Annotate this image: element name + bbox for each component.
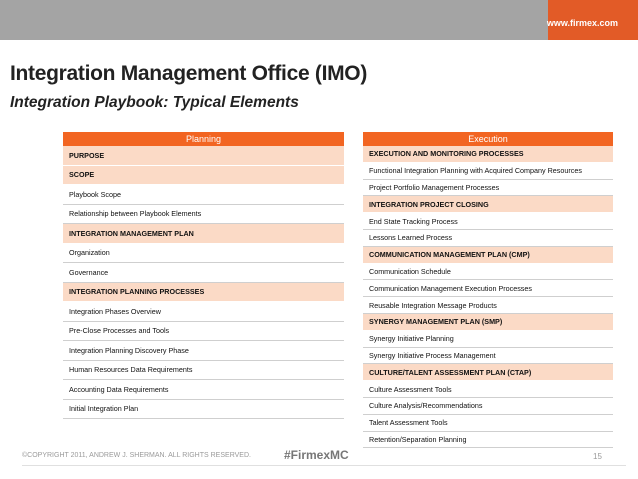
- page-number: 15: [593, 452, 602, 461]
- header-url[interactable]: www.firmex.com: [546, 18, 618, 28]
- execution-row: Project Portfolio Management Processes: [363, 180, 613, 197]
- execution-row: Culture Assessment Tools: [363, 381, 613, 398]
- header-banner: [0, 0, 638, 40]
- planning-row: Accounting Data Requirements: [63, 380, 344, 400]
- execution-row: Synergy Initiative Planning: [363, 331, 613, 348]
- page-subtitle: Integration Playbook: Typical Elements: [10, 94, 299, 111]
- planning-row: Pre-Close Processes and Tools: [63, 322, 344, 342]
- execution-section-header: SYNERGY MANAGEMENT PLAN (SMP): [363, 314, 613, 331]
- planning-row: Initial Integration Plan: [63, 400, 344, 420]
- execution-row: Communication Management Execution Processes: [363, 280, 613, 297]
- execution-section-header: CULTURE/TALENT ASSESSMENT PLAN (CTAP): [363, 364, 613, 381]
- planning-section-header: INTEGRATION MANAGEMENT PLAN: [63, 224, 344, 244]
- execution-row: Retention/Separation Planning: [363, 432, 613, 449]
- planning-row: Playbook Scope: [63, 185, 344, 205]
- execution-row: Functional Integration Planning with Acquired Company Resources: [363, 163, 613, 180]
- planning-section-header: INTEGRATION PLANNING PROCESSES: [63, 283, 344, 303]
- header-banner-left: [0, 0, 548, 40]
- execution-row: Culture Analysis/Recommendations: [363, 398, 613, 415]
- execution-section-header: EXECUTION AND MONITORING PROCESSES: [363, 146, 613, 163]
- planning-row: Relationship between Playbook Elements: [63, 205, 344, 225]
- execution-row: Synergy Initiative Process Management: [363, 348, 613, 365]
- execution-row: Reusable Integration Message Products: [363, 297, 613, 314]
- planning-section-header: PURPOSE: [63, 146, 344, 166]
- execution-row: Lessons Learned Process: [363, 230, 613, 247]
- planning-column-header: Planning: [63, 132, 344, 146]
- planning-row: Governance: [63, 263, 344, 283]
- execution-column-header: Execution: [363, 132, 613, 146]
- execution-section-header: COMMUNICATION MANAGEMENT PLAN (CMP): [363, 247, 613, 264]
- planning-section-header: SCOPE: [63, 166, 344, 186]
- planning-row: Integration Phases Overview: [63, 302, 344, 322]
- copyright-text: ©COPYRIGHT 2011, ANDREW J. SHERMAN. ALL RIGHTS RESERVED.: [22, 452, 251, 459]
- execution-row: Communication Schedule: [363, 264, 613, 281]
- page-title: Integration Management Office (IMO): [10, 62, 368, 85]
- hashtag: #FirmexMC: [284, 448, 349, 462]
- execution-row: End State Tracking Process: [363, 213, 613, 230]
- planning-row: Human Resources Data Requirements: [63, 361, 344, 381]
- planning-row: Integration Planning Discovery Phase: [63, 341, 344, 361]
- footer-divider: [22, 465, 626, 466]
- execution-section-header: INTEGRATION PROJECT CLOSING: [363, 196, 613, 213]
- planning-row: Organization: [63, 244, 344, 264]
- execution-row: Talent Assessment Tools: [363, 415, 613, 432]
